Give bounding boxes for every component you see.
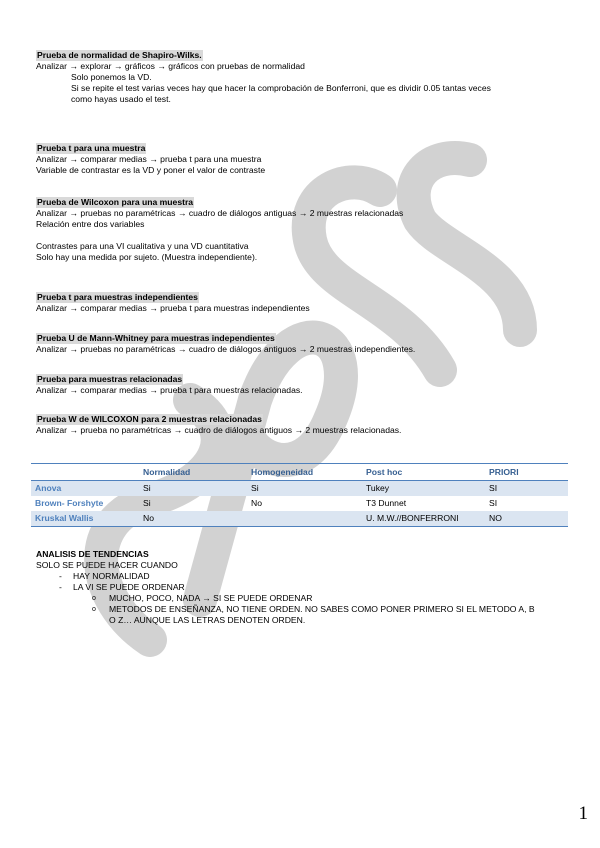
table-cell: No — [251, 498, 262, 508]
section-title: Prueba U de Mann-Whitney para muestras independientes — [37, 333, 275, 343]
trend-title: ANALISIS DE TENDENCIAS — [36, 549, 149, 559]
section-line: Analizar → explorar → gráficos → gráficos con pruebas de normalidad — [36, 61, 305, 71]
section-t-one-sample — [36, 143, 576, 176]
section-indented-line: como hayas usado el test. — [71, 94, 171, 104]
trend-analysis-section — [36, 549, 576, 626]
table-cell: Si — [139, 481, 247, 497]
section-line: Contrastes para una VI cualitativa y una VD cuantitativa — [36, 241, 249, 251]
sub-list-item — [36, 604, 576, 615]
list-item-text: HAY NORMALIDAD — [73, 571, 150, 581]
section-indented-line: Solo ponemos la VD. — [71, 72, 152, 82]
section-title: Prueba de normalidad de Shapiro-Wilks. — [37, 50, 202, 60]
table-cell — [247, 511, 362, 527]
section-wilcoxon-one — [36, 197, 576, 263]
section-line: Analizar → comparar medias → prueba t para una muestra — [36, 154, 262, 164]
table-cell: Si — [143, 498, 151, 508]
list-item — [36, 571, 576, 582]
section-t-independent — [36, 292, 576, 314]
sub-list-item-text: MUCHO, POCO, NADA → SI SE PUEDE ORDENAR — [109, 593, 313, 603]
section-related — [36, 374, 576, 396]
table-header-cell — [31, 464, 139, 481]
section-indented-line: Si se repite el test varias veces hay que hacer la comprobación de Bonferroni, que es dividir 0.05 tantas veces — [71, 83, 491, 93]
table-cell: SI — [489, 498, 498, 508]
table-row — [31, 481, 568, 497]
section-line — [36, 230, 576, 241]
circle-bullet: o — [92, 606, 96, 613]
comparison-table — [31, 463, 568, 527]
list-item-text: LA VI SE PUEDE ORDENAR — [73, 582, 185, 592]
dash-bullet: - — [59, 582, 62, 592]
sub-list-item-continuation — [36, 615, 576, 626]
section-title: Prueba W de WILCOXON para 2 muestras relacionadas — [37, 414, 262, 424]
section-title: Prueba para muestras relacionadas — [37, 374, 183, 384]
table-cell: SI — [485, 481, 568, 497]
circle-bullet: o — [92, 595, 96, 602]
table-cell: T3 Dunnet — [366, 498, 407, 508]
table-cell: Si — [247, 481, 362, 497]
section-wilcoxon-two — [36, 414, 576, 436]
table-row-label: Anova — [31, 481, 139, 497]
section-title: Prueba t para muestras independientes — [37, 292, 198, 302]
table-row-label: Brown- Forshyte — [35, 498, 104, 508]
table-header-row — [31, 464, 568, 481]
page-number: 1 — [578, 803, 588, 824]
table-cell: U. M.W.//BONFERRONI — [362, 511, 485, 527]
section-title: Prueba de Wilcoxon para una muestra — [37, 197, 194, 207]
table-header-cell: PRIORI — [485, 464, 568, 481]
table-cell: No — [139, 511, 247, 527]
table-row-label: Kruskal Wallis — [31, 511, 139, 527]
table-header-cell: Homogeneidad — [247, 464, 362, 481]
table-row — [31, 496, 568, 511]
section-line: Analizar → pruebas no paramétricas → cuadro de diálogos antiguos → 2 muestras independientes. — [36, 344, 416, 354]
table-header-cell: Normalidad — [139, 464, 247, 481]
list-item — [36, 582, 576, 593]
section-line: Variable de contrastar es la VD y poner el valor de contraste — [36, 165, 266, 175]
sub-list-item-text: O Z… AUNQUE LAS LETRAS DENOTEN ORDEN. — [109, 615, 306, 625]
section-line: Analizar → pruebas no paramétricas → cuadro de diálogos antiguas → 2 muestras relacionadas — [36, 208, 404, 218]
section-mann-whitney — [36, 333, 576, 355]
section-title: Prueba t para una muestra — [37, 143, 146, 153]
section-shapiro — [36, 50, 576, 105]
section-line: Analizar → comparar medias → prueba t para muestras independientes — [36, 303, 310, 313]
trend-intro: SOLO SE PUEDE HACER CUANDO — [36, 560, 178, 570]
sub-list-item-text: METODOS DE ENSEÑANZA, NO TIENE ORDEN. NO SABES COMO PONER PRIMERO SI EL METODO A, B — [109, 604, 535, 614]
table-cell: Tukey — [362, 481, 485, 497]
dash-bullet: - — [59, 571, 62, 581]
section-line: Solo hay una medida por sujeto. (Muestra independiente). — [36, 252, 258, 262]
table-header-cell: Post hoc — [362, 464, 485, 481]
section-line: Relación entre dos variables — [36, 219, 145, 229]
table-row — [31, 511, 568, 527]
section-line: Analizar → prueba no paramétricas → cuadro de diálogos antiguos → 2 muestras relacionadas. — [36, 425, 402, 435]
section-line: Analizar → comparar medias → prueba t para muestras relacionadas. — [36, 385, 303, 395]
table-cell: NO — [485, 511, 568, 527]
sub-list-item — [36, 593, 576, 604]
